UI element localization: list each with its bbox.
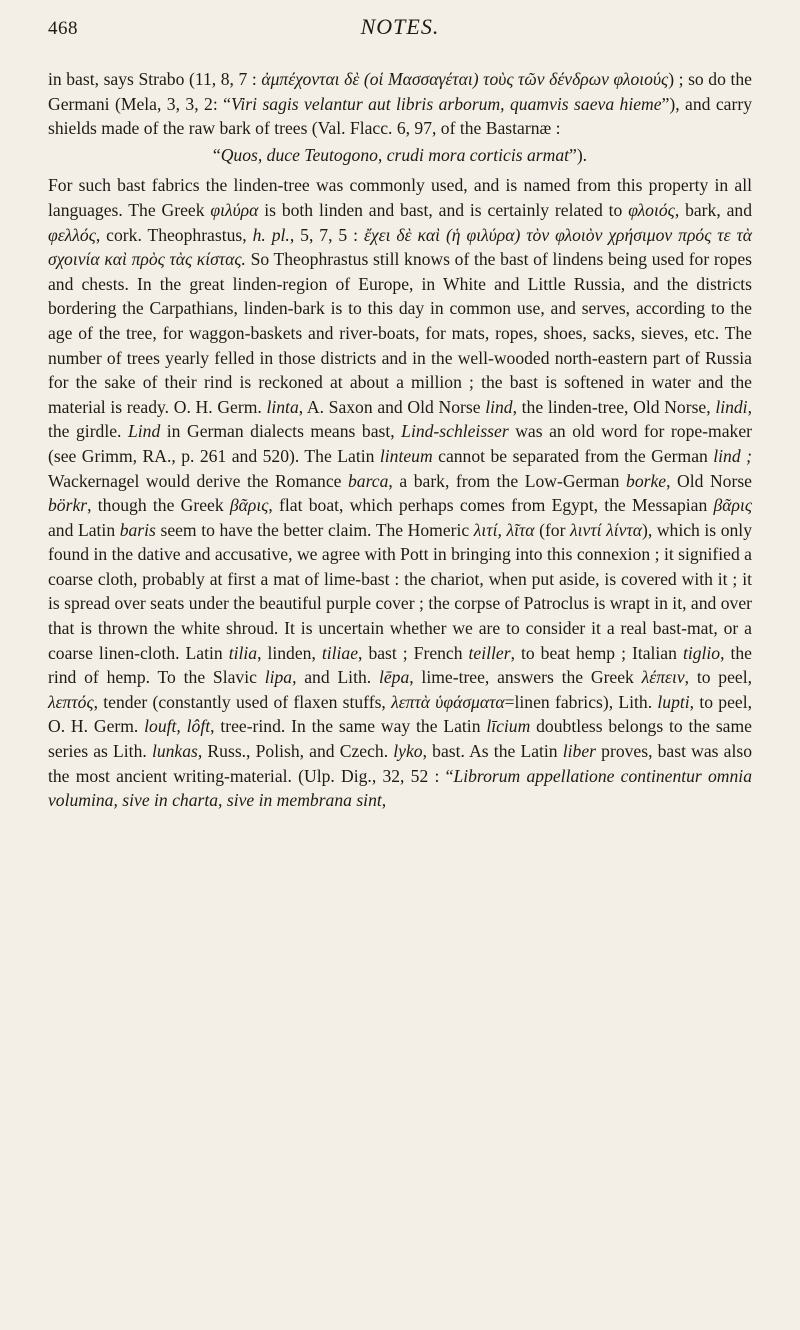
text-run: in German dialects means bast, [160,421,402,442]
italic-text: linteum [379,445,433,466]
italic-text: Viri sagis velantur aut libris arborum, quamvis saeva hieme [230,93,662,114]
italic-text: βᾶρις [229,495,269,516]
text-run: , A. Saxon and Old Norse [298,396,486,417]
text-run: ”), and carry shields made of the raw bark of trees (Val. Flacc. 6, 97, of the Bastarnæ : [48,93,753,139]
text-run: was an old word for rope-maker (see Grimm, RA., p. 261 and 520). The Latin [48,421,752,466]
italic-text: tilia [228,642,258,663]
text-run: , tender (constantly used of flaxen stuffs, [93,691,392,712]
text-run: seem to have the better claim. The Homeric [155,519,474,540]
italic-text: börkr [48,495,88,516]
text-run: cannot be separated from the German [432,445,714,466]
text-run: , Russ., Polish, and Czech. [197,741,394,762]
italic-text: tiliae [321,642,359,663]
italic-text: lupti [657,691,690,712]
text-run: ) ; so do the Germani (Mela, 3, 3, 2: “ [48,69,752,114]
text-run: , bast ; French [358,642,469,663]
italic-text: βᾶρις [713,495,752,516]
italic-text: λιντί λίντα [570,519,642,540]
text-run: , tree-rind. In the same way the Latin [210,716,487,737]
italic-text: (οἱ Μασσαγέται) τοὺς τῶν δένδρων φλοιούς [359,69,669,89]
text-run: , bark, and [674,199,752,220]
italic-text: liber [562,741,596,762]
running-title: NOTES. [360,14,440,39]
text-run: in bast, says Strabo (11, 8, 7 : [48,69,262,89]
italic-text: λέπειν [641,667,685,688]
italic-text: h. pl. [252,224,290,245]
text-run: doubtless belongs to the same series as Lith. [48,716,752,762]
italic-text: tiglio [682,642,721,663]
text-run: =linen fabrics), Lith. [504,691,658,712]
text-run: , the linden-tree, Old Norse, [512,396,716,417]
text-run: , the girdle. [48,396,752,442]
page-header [48,8,752,50]
italic-text: lipa [264,667,293,688]
italic-text: barca [348,470,389,491]
text-run: , though the Greek [87,495,230,516]
italic-text: Quos, duce Teutogono, crudi mora corticis armat [220,144,570,165]
italic-text: φλοιός [628,199,675,220]
paragraph [48,173,752,812]
italic-text: lindi [715,396,748,417]
text-run: (for [534,519,571,540]
text-run: , to peel, [684,667,753,688]
text-run: is both linden and bast, and is certainly related to [258,199,629,220]
italic-text: borke [626,470,667,491]
text-run: , to beat hemp ; Italian [510,642,683,663]
italic-text: lunkas [151,741,198,762]
text-run: , to peel, O. H. Germ. [48,691,752,737]
text-run: , bast. As the Latin [422,741,563,762]
italic-text: lind [485,396,513,417]
text-run: ), which is only found in the dative and accusative, we agree with Pott in bringing into this connexion ; it signified a coarse cloth, probably at first a mat of lime-bast : the chariot, when put aside, is covered with it ; it is spread over seats under the beautiful purple cover ; the corpse of Patroclus is wrapt in it, and over that is thrown the white shroud. It is uncertain whether we are to consider it a real bast-mat, or a coarse linen-cloth. Latin [48,519,752,663]
italic-text: Librorum appellatione continentur omnia volumina, sive in charta, sive in membrana sint, [48,765,752,811]
text-run: , Old Norse [666,470,752,491]
italic-text: lind ; [713,445,752,466]
italic-text: λεπτός [48,691,94,712]
italic-text: baris [119,519,156,540]
text-run: , and Lith. [292,667,379,688]
italic-text: līcium [486,716,531,737]
italic-text: Lind [127,421,161,442]
italic-text: louft, lôft [144,716,211,737]
italic-text: teiller [468,642,511,663]
italic-text: φελλός [48,224,96,245]
italic-text: λεπτὰ ὑφάσματα [391,691,505,712]
italic-text: lyko [393,741,423,762]
text-run: So Theophrastus still knows of the bast of lindens being used for ropes and chests. In the great linden-region of Europe, in White and Little Russia, and the districts bordering the Carpathians, linden-bark is to this day in common use, and serves, according to the age of the tree, for waggon-baskets and river-boats, for mats, ropes, shoes, sacks, sieves, etc. The number of trees yearly felled in those districts and in the well-wooded north-eastern part of Russia for the sake of their rind is reckoned at about a million ; the bast is softened in water and the material is ready. O. H. Germ. [48,249,752,417]
italic-text: λιτί, λῖτα [473,519,535,540]
body-text [48,67,752,813]
italic-text: ἀμπέχονται δὲ [261,69,360,89]
text-run: “ [212,144,221,165]
text-run: proves, bast was also the most ancient writing-material. (Ulp. Dig., 32, 52 : “ [48,741,752,786]
text-run: and Latin [48,519,120,540]
italic-text: ἔχει δὲ καὶ (ἡ φιλύρα) τὸν φλοιὸν χρήσιμον πρός τε τὰ σχοινία καὶ πρὸς τὰς κίστας. [48,224,752,270]
block-quote [48,143,752,168]
text-run: , lime-tree, answers the Greek [409,667,642,688]
text-run: ”). [569,144,588,165]
page-number: 468 [48,18,78,39]
text-run: , cork. Theophrastus, [95,224,253,245]
text-run: , the rind of hemp. To the Slavic [48,642,752,688]
text-run: , 5, 7, 5 : [289,224,364,245]
text-run: For such bast fabrics the linden-tree was commonly used, and is named from this property in all languages. The Greek [48,175,752,220]
text-run: , a bark, from the Low-German [388,470,627,491]
text-run: , flat boat, which perhaps comes from Egypt, the Messapian [268,495,714,516]
italic-text: φιλύρα [210,199,259,220]
paragraph [48,67,752,141]
text-run: Wackernagel would derive the Romance [48,470,348,491]
text-run: , linden, [257,642,322,663]
italic-text: Lind-schleisser [401,421,509,442]
italic-text: lēpa [378,667,410,688]
italic-text: linta [266,396,299,417]
